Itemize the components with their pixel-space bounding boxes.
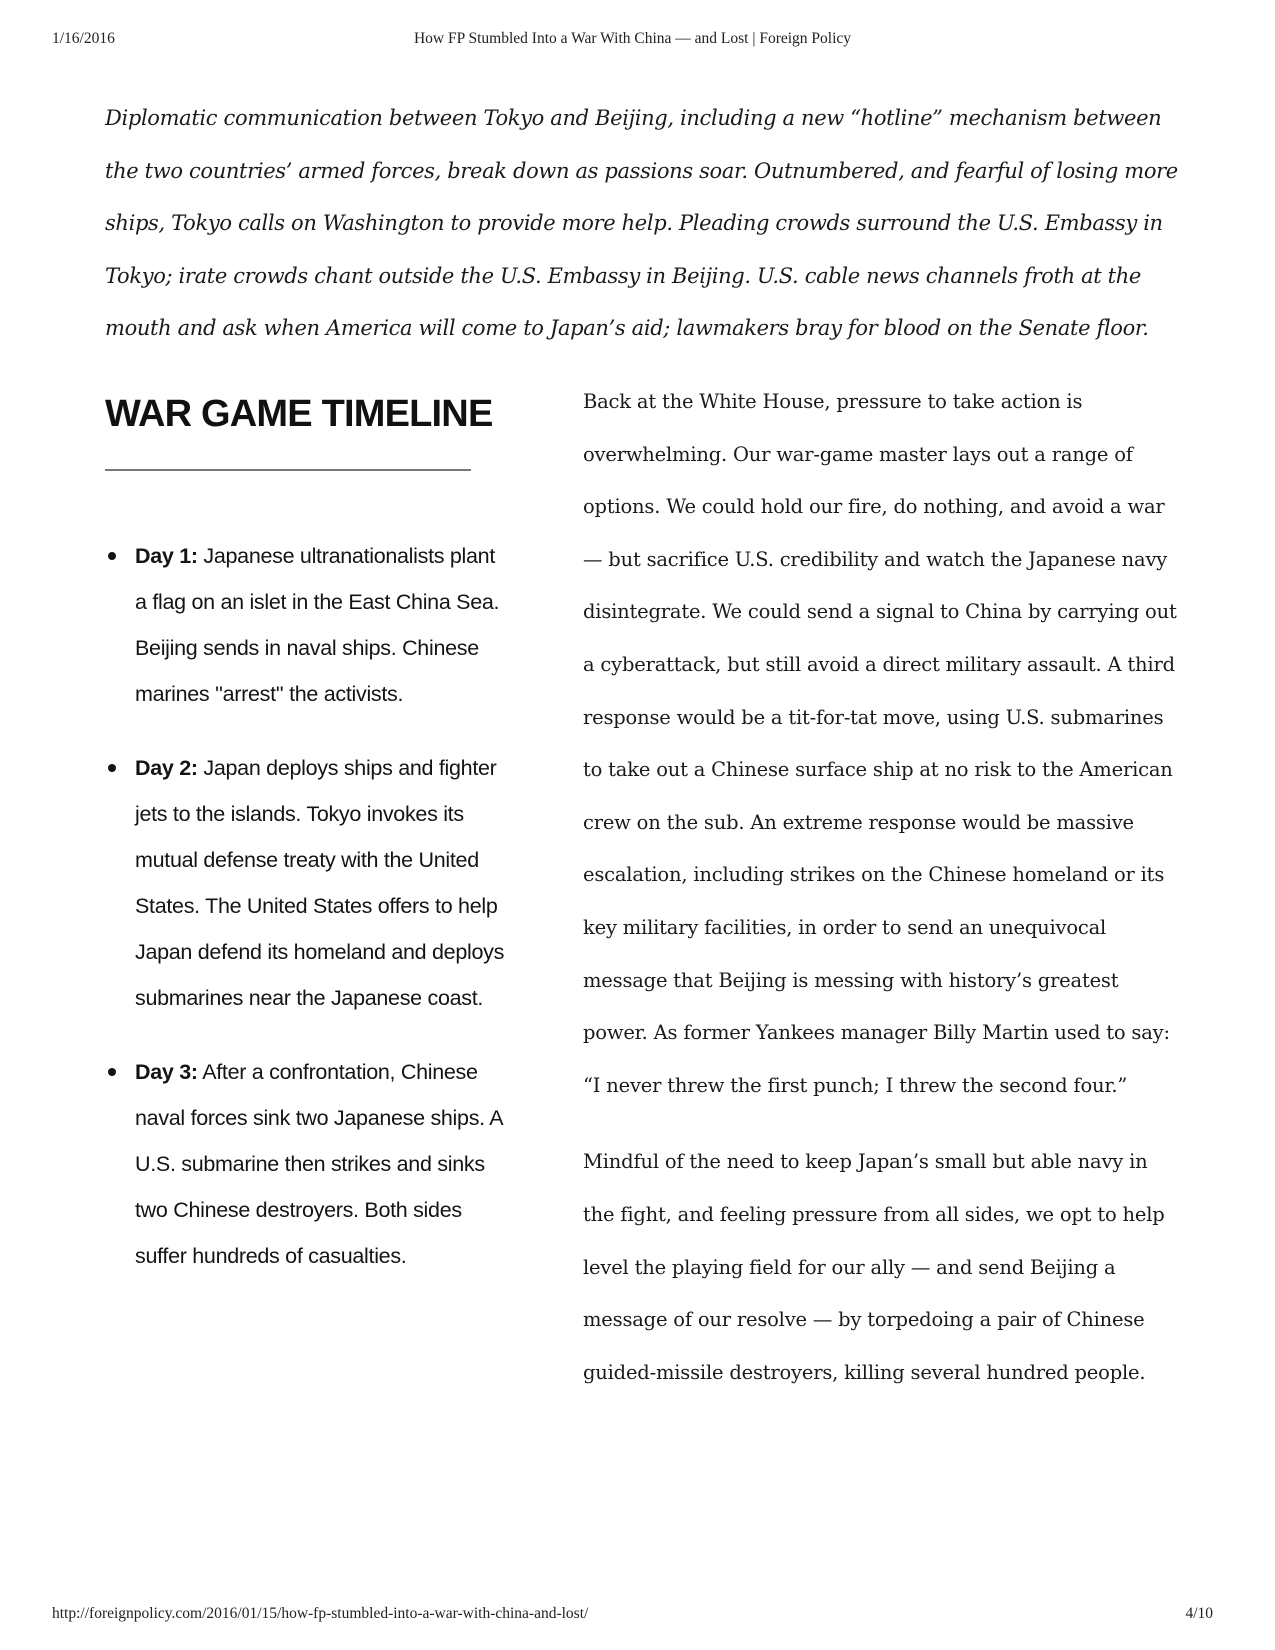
- body-paragraph: Back at the White House, pressure to take action is overwhelming. Our war-game master lays out a range of options. We could hold our fire, do nothing, and avoid a war — but sacrifice U.S. credibility and watch the Japanese navy disintegrate. We could send a signal to China by carrying out a cyberattack, but still avoid a direct military assault. A third response would be a tit-for-tat move, using U.S. submarines to take out a Chinese surface ship at no risk to the American crew on the sub. An extreme response would be massive escalation, including strikes on the Chinese homeland or its key military facilities, in order to send an unequivocal message that Beijing is messing with history’s greatest power. As former Yankees manager Billy Martin used to say: “I never threw the first punch; I threw the second four.”: [583, 390, 1177, 1097]
- page-number: 4/10: [1185, 1605, 1213, 1622]
- timeline-list: [105, 533, 505, 1279]
- bullet-icon: [108, 552, 116, 560]
- timeline-day-label: Day 2:: [135, 756, 198, 780]
- body-paragraph: Mindful of the need to keep Japan’s small but able navy in the fight, and feeling pressure from all sides, we opt to help level the playing field for our ally — and send Beijing a message of our resolve — by torpedoing a pair of Chinese guided-missile destroyers, killing several hundred people.: [583, 1150, 1165, 1384]
- intro-paragraph: Diplomatic communication between Tokyo and Beijing, including a new “hotline” mechanism between the two countries’ armed forces, break down as passions soar. Outnumbered, and fearful of losing more ships, Tokyo calls on Washington to provide more help. Pleading crowds surround the U.S. Embassy in Tokyo; irate crowds chant outside the U.S. Embassy in Beijing. U.S. cable news channels froth at the mouth and ask when America will come to Japan’s aid; lawmakers bray for blood on the Senate floor.: [105, 106, 1178, 340]
- bullet-icon: [108, 764, 116, 772]
- timeline-day-text: After a confrontation, Chinese naval forces sink two Japanese ships. A U.S. submarine then strikes and sinks two Chinese destroyers. Both sides suffer hundreds of casualties.: [135, 1060, 503, 1268]
- war-game-timeline-sidebar: [105, 392, 505, 1307]
- timeline-item-day-1: [105, 533, 505, 717]
- timeline-item-day-2: [105, 745, 505, 1021]
- bullet-icon: [108, 1068, 116, 1076]
- sidebar-divider: [105, 469, 471, 471]
- timeline-day-text: Japan deploys ships and fighter jets to the islands. Tokyo invokes its mutual defense treaty with the United States. The United States offers to help Japan defend its homeland and deploys submarines near the Japanese coast.: [135, 756, 505, 1010]
- timeline-day-label: Day 3:: [135, 1060, 198, 1084]
- print-header: [52, 30, 1213, 52]
- print-url: http://foreignpolicy.com/2016/01/15/how-fp-stumbled-into-a-war-with-china-and-lost/: [52, 1605, 589, 1622]
- article-body-column: [583, 376, 1183, 1423]
- sidebar-title: WAR GAME TIMELINE: [105, 393, 493, 435]
- timeline-day-label: Day 1:: [135, 544, 198, 568]
- print-date: 1/16/2016: [52, 30, 115, 47]
- print-page-title: How FP Stumbled Into a War With China — and Lost | Foreign Policy: [413, 30, 852, 47]
- print-footer: [52, 1605, 1213, 1627]
- timeline-item-day-3: [105, 1049, 505, 1279]
- timeline-day-text: Japanese ultranationalists plant a flag on an islet in the East China Sea. Beijing sends in naval ships. Chinese marines ''arrest'' the activists.: [135, 544, 500, 706]
